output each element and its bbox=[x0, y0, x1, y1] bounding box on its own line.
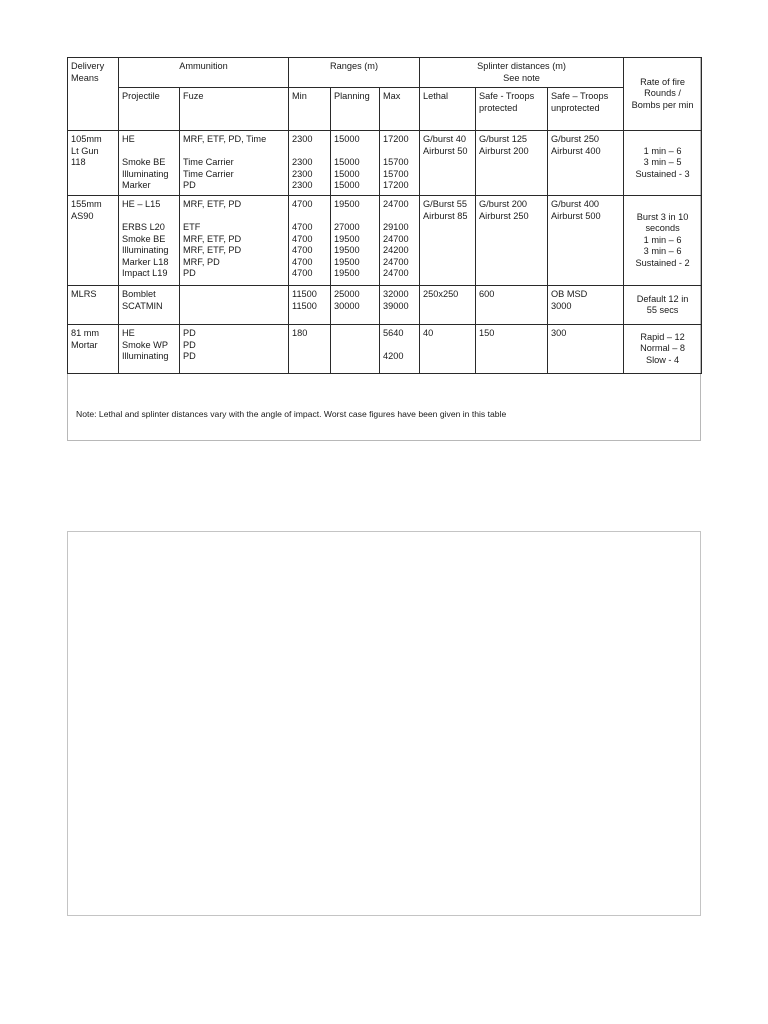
cell-lethal: G/Burst 55 Airburst 85 bbox=[420, 196, 476, 286]
cell-lethal: G/burst 40 Airburst 50 bbox=[420, 131, 476, 196]
cell-rate: Burst 3 in 10 seconds 1 min – 6 3 min – 6 Sustained - 2 bbox=[624, 196, 702, 286]
header-projectile: Projectile bbox=[119, 88, 180, 131]
cell-fuze bbox=[180, 286, 289, 325]
header-max: Max bbox=[380, 88, 420, 131]
note-box bbox=[67, 375, 701, 441]
cell-planning: 19500 27000 19500 19500 19500 19500 bbox=[331, 196, 380, 286]
table-row bbox=[68, 196, 702, 286]
cell-rate: Rapid – 12 Normal – 8 Slow - 4 bbox=[624, 325, 702, 374]
cell-safe-unprotected: G/burst 400 Airburst 500 bbox=[548, 196, 624, 286]
header-ammunition: Ammunition bbox=[119, 58, 289, 88]
cell-min: 11500 11500 bbox=[289, 286, 331, 325]
cell-projectile: HE Smoke BE Illuminating Marker bbox=[119, 131, 180, 196]
cell-min: 2300 2300 2300 2300 bbox=[289, 131, 331, 196]
table-row bbox=[68, 286, 702, 325]
header-fuze: Fuze bbox=[180, 88, 289, 131]
table-row bbox=[68, 131, 702, 196]
cell-max: 5640 4200 bbox=[380, 325, 420, 374]
cell-delivery: 155mm AS90 bbox=[68, 196, 119, 286]
cell-delivery: MLRS bbox=[68, 286, 119, 325]
header-row-1 bbox=[68, 58, 702, 88]
cell-safe-protected: 150 bbox=[476, 325, 548, 374]
cell-lethal: 250x250 bbox=[420, 286, 476, 325]
cell-projectile: HE Smoke WP Illuminating bbox=[119, 325, 180, 374]
cell-min: 4700 4700 4700 4700 4700 4700 bbox=[289, 196, 331, 286]
cell-safe-protected: G/burst 125 Airburst 200 bbox=[476, 131, 548, 196]
cell-planning: 15000 15000 15000 15000 bbox=[331, 131, 380, 196]
cell-delivery: 105mm Lt Gun 118 bbox=[68, 131, 119, 196]
table-row bbox=[68, 325, 702, 374]
table-note: Note: Lethal and splinter distances vary with the angle of impact. Worst case figures have been given in this table bbox=[76, 409, 507, 419]
header-safe-protected: Safe - Troops protected bbox=[476, 88, 548, 131]
ammunition-table bbox=[67, 57, 702, 374]
header-min: Min bbox=[289, 88, 331, 131]
header-row-2 bbox=[68, 88, 702, 131]
header-safe-unprotected: Safe – Troops unprotected bbox=[548, 88, 624, 131]
header-delivery-means: Delivery Means bbox=[68, 58, 119, 131]
cell-projectile: Bomblet SCATMIN bbox=[119, 286, 180, 325]
cell-max: 32000 39000 bbox=[380, 286, 420, 325]
header-planning: Planning bbox=[331, 88, 380, 131]
header-splinter-distances: Splinter distances (m) See note bbox=[420, 58, 624, 88]
cell-lethal: 40 bbox=[420, 325, 476, 374]
cell-fuze: MRF, ETF, PD ETF MRF, ETF, PD MRF, ETF, PD MRF, PD PD bbox=[180, 196, 289, 286]
cell-rate: 1 min – 6 3 min – 5 Sustained - 3 bbox=[624, 131, 702, 196]
cell-safe-protected: G/burst 200 Airburst 250 bbox=[476, 196, 548, 286]
cell-delivery: 81 mm Mortar bbox=[68, 325, 119, 374]
cell-projectile: HE – L15 ERBS L20 Smoke BE Illuminating Marker L18 Impact L19 bbox=[119, 196, 180, 286]
blank-frame bbox=[67, 531, 701, 916]
cell-safe-unprotected: G/burst 250 Airburst 400 bbox=[548, 131, 624, 196]
cell-planning: 25000 30000 bbox=[331, 286, 380, 325]
cell-fuze: PD PD PD bbox=[180, 325, 289, 374]
cell-safe-unprotected: OB MSD 3000 bbox=[548, 286, 624, 325]
cell-max: 24700 29100 24700 24200 24700 24700 bbox=[380, 196, 420, 286]
cell-safe-protected: 600 bbox=[476, 286, 548, 325]
cell-min: 180 bbox=[289, 325, 331, 374]
header-lethal: Lethal bbox=[420, 88, 476, 131]
cell-max: 17200 15700 15700 17200 bbox=[380, 131, 420, 196]
cell-planning bbox=[331, 325, 380, 374]
cell-fuze: MRF, ETF, PD, Time Time Carrier Time Carrier PD bbox=[180, 131, 289, 196]
cell-rate: Default 12 in 55 secs bbox=[624, 286, 702, 325]
header-rate-of-fire: Rate of fire Rounds / Bombs per min bbox=[624, 58, 702, 131]
cell-safe-unprotected: 300 bbox=[548, 325, 624, 374]
header-ranges: Ranges (m) bbox=[289, 58, 420, 88]
